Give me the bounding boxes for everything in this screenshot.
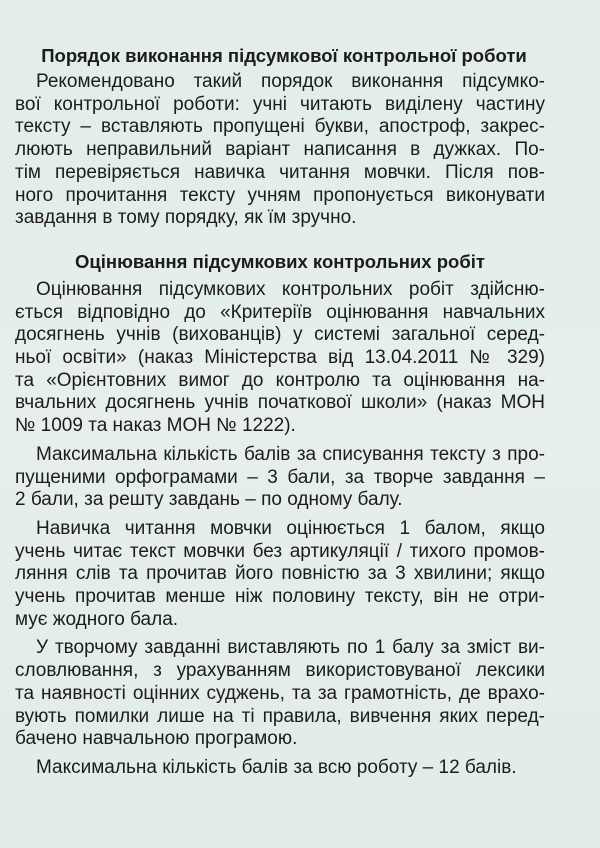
text-line: ється відповідно до «Критеріїв оцінювання навчальних	[15, 301, 545, 323]
text-line: Оцінювання підсумкових контрольних робіт здійсню-	[36, 278, 545, 300]
text-line: бачено навчальною програмою.	[15, 728, 298, 750]
paragraph	[15, 518, 545, 632]
text-line: Максимальна кількість балів за списування тексту з про-	[36, 443, 545, 465]
paragraph	[15, 279, 545, 438]
text-line: учень прочитав менше ніж половину тексту, він не отри-	[15, 586, 545, 608]
section-heading-assessment: Оцінювання підсумкових контрольних робіт	[75, 250, 485, 272]
text-line: люють неправильний варіант написання в дужках. По-	[15, 139, 545, 161]
text-line: тексту – вставляють пропущені букви, апостроф, закрес-	[15, 116, 545, 138]
text-line: вують помилки лише на ті правила, вивчення яких перед-	[15, 705, 545, 727]
text-line: 2 бали, за решту завдань – по одному балу.	[15, 489, 403, 511]
text-line: словлювання, з урахуванням використовуваної лексики	[15, 660, 545, 682]
text-line: мує жодного бала.	[15, 608, 179, 630]
text-line: Навичка читання мовчки оцінюється 1 балом, якщо	[36, 517, 545, 539]
text-line: Максимальна кількість балів за всю роботу – 12 балів.	[36, 756, 517, 778]
text-line: досягнень учнів (вихованців) у системі загальної серед-	[15, 324, 545, 346]
text-line: ляння слів та прочитав його повністю за 3 хвилини; якщо	[15, 563, 545, 585]
section-heading-order: Порядок виконання підсумкової контрольної роботи	[41, 45, 527, 66]
paragraph	[15, 637, 545, 751]
text-line: ньої освіти» (наказ Міністерства від 13.04.2011 № 329)	[15, 347, 545, 369]
section-order-body	[15, 71, 545, 230]
text-line: вої контрольної роботи: учні читають виділену частину	[15, 93, 545, 115]
paragraph	[15, 757, 545, 780]
text-line: тім перевіряється навичка читання мовчки. Після пов-	[15, 161, 545, 183]
text-line: № 1009 та наказ МОН № 1222).	[15, 415, 296, 437]
paragraph	[15, 444, 545, 512]
text-line: ного прочитання тексту учням пропонується виконувати	[15, 184, 545, 206]
paragraph	[15, 71, 545, 230]
text-line: та наявності оцінних суджень, та за грамотність, де врахо-	[15, 682, 545, 704]
text-line: Рекомендовано такий порядок виконання підсумко-	[36, 71, 545, 92]
document-page	[15, 44, 545, 786]
text-line: пущеними орфограмами – 3 бали, за творче завдання –	[15, 466, 545, 488]
text-line: завдання в тому порядку, як їм зручно.	[15, 207, 357, 229]
text-line: У творчому завданні виставляють по 1 балу за зміст ви-	[36, 637, 545, 659]
text-line: та «Орієнтовних вимог до контролю та оцінювання на-	[15, 369, 545, 391]
text-line: учень читає текст мовчки без артикуляції / тихого промов-	[15, 540, 545, 562]
text-line: вчальних досягнень учнів початкової школи» (наказ МОН	[15, 392, 545, 414]
section-assessment-body	[15, 279, 545, 780]
